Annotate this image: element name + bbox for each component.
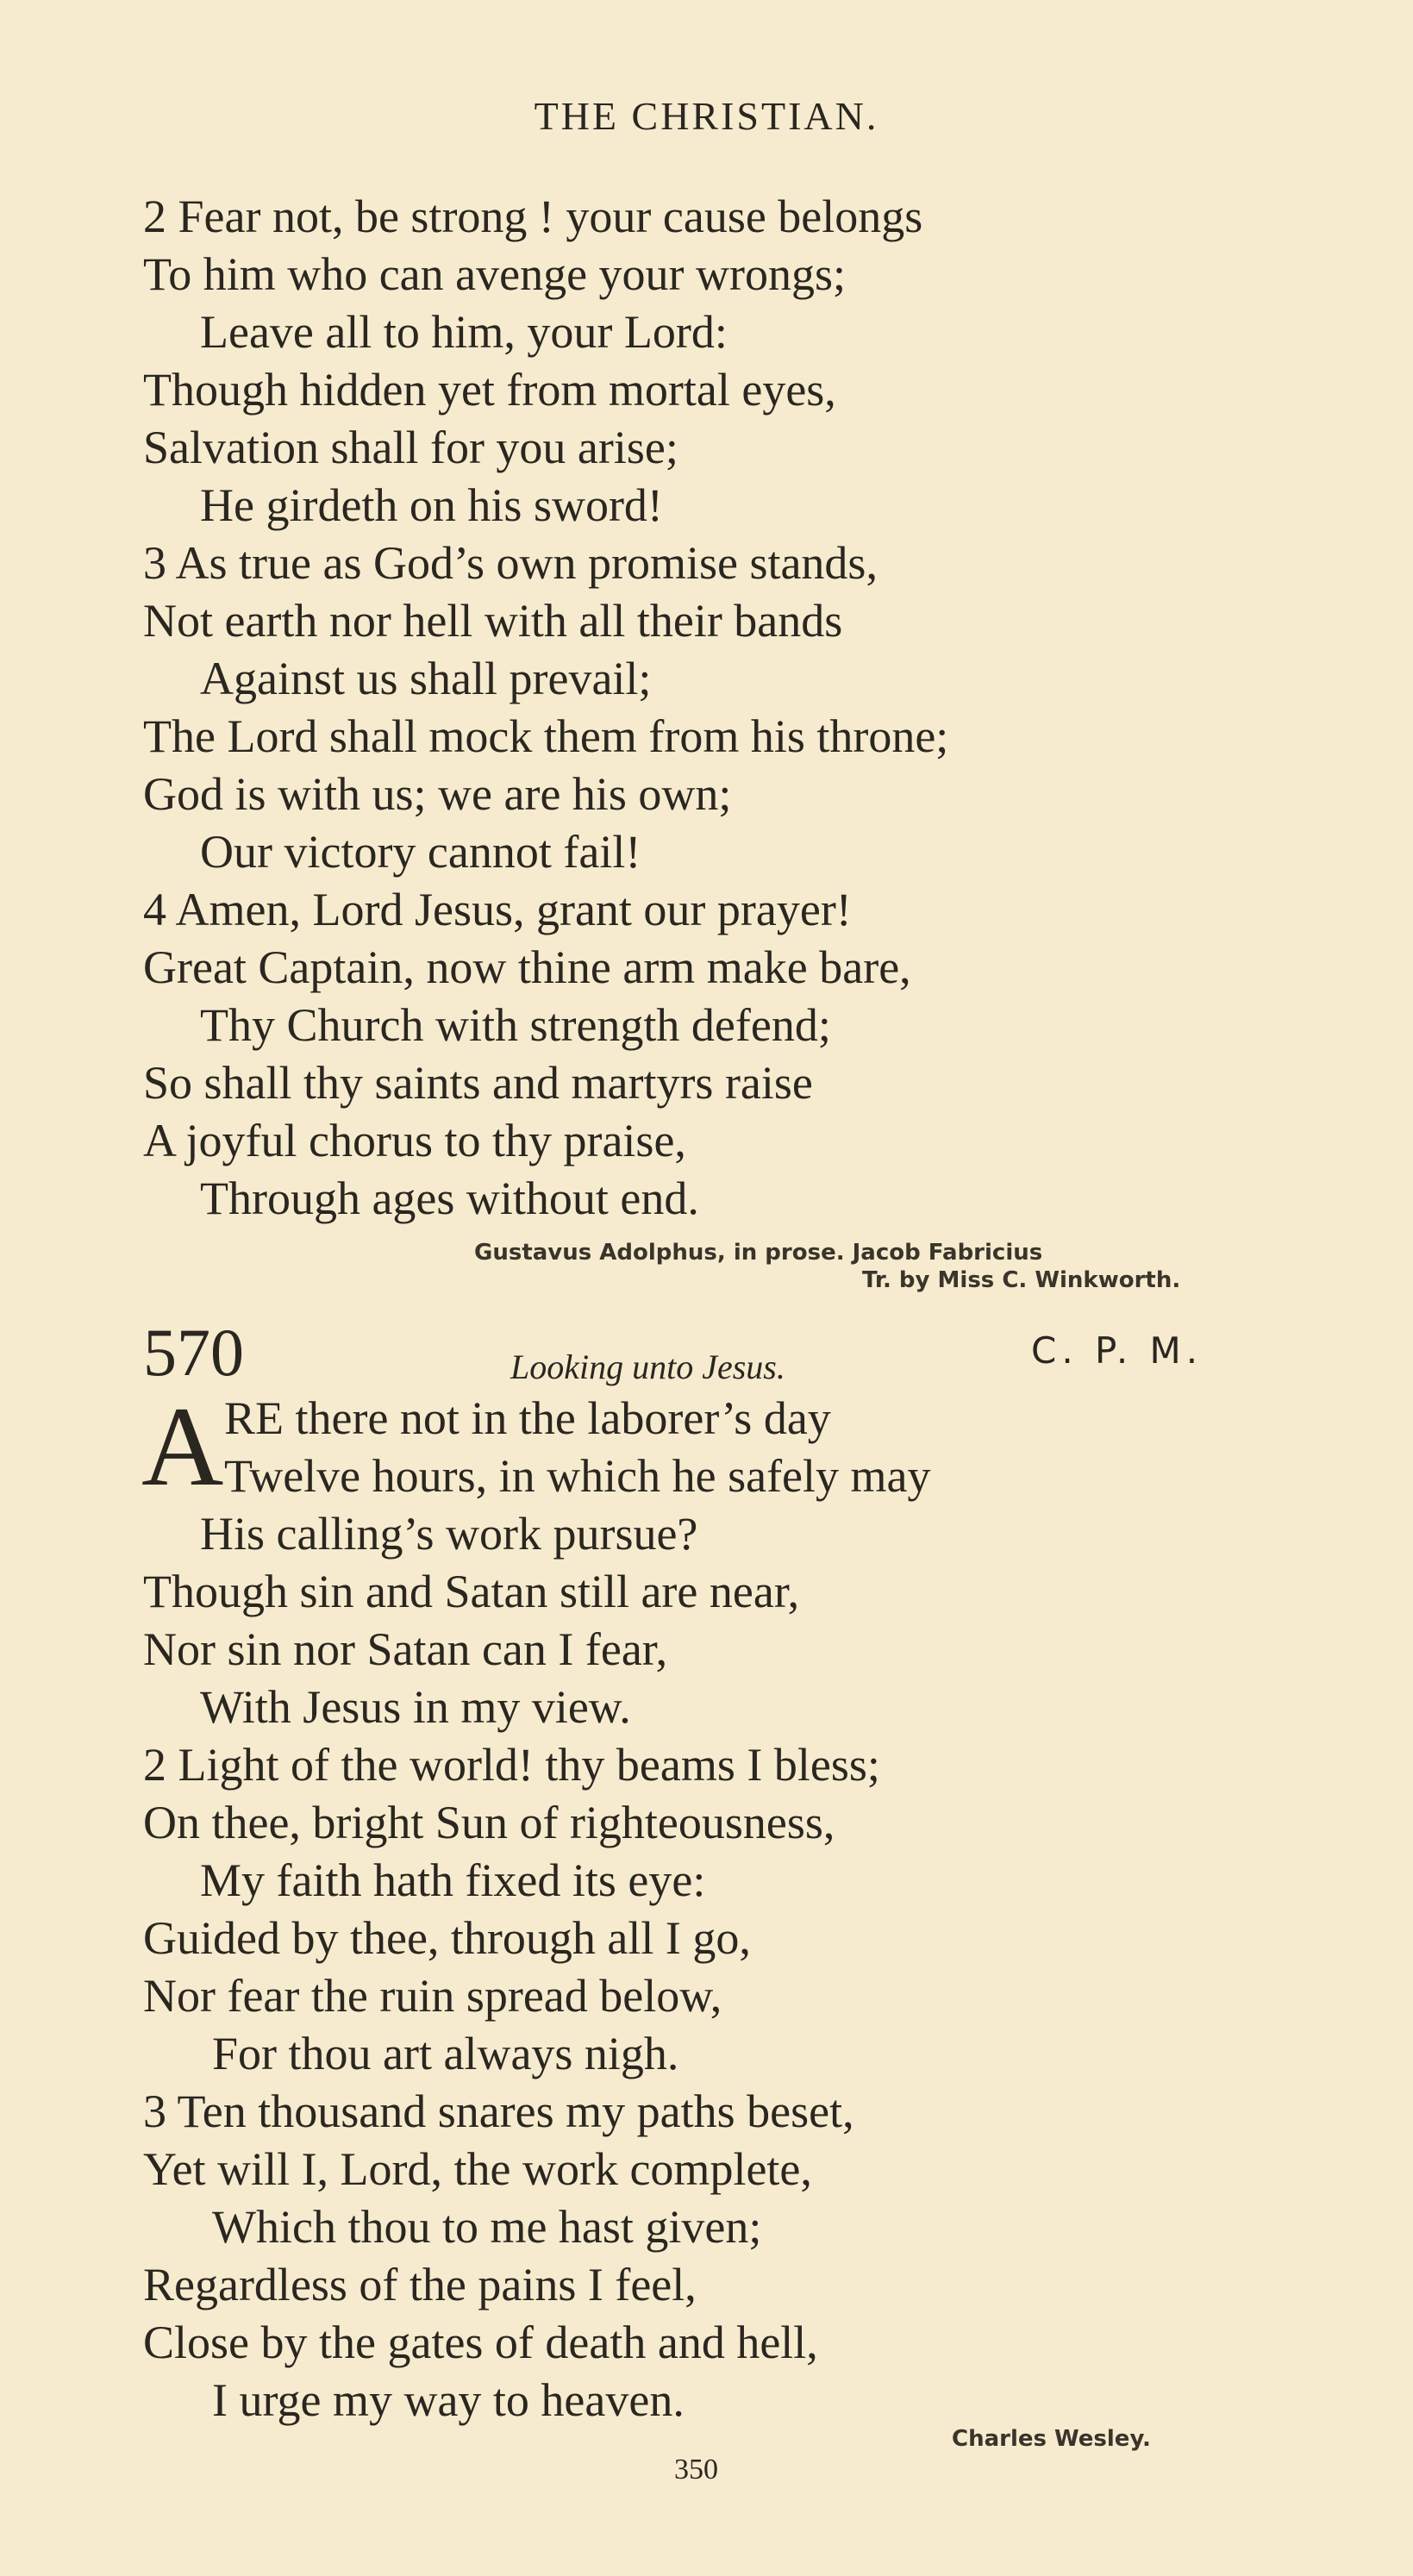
verse-line: I urge my way to heaven. <box>212 2374 685 2426</box>
verse-line: Though hidden yet from mortal eyes, <box>143 364 836 416</box>
verse-line: Regardless of the pains I feel, <box>143 2259 697 2310</box>
hymn-title: Looking unto Jesus. <box>510 1347 785 1386</box>
verse-line: So shall thy saints and martyrs raise <box>143 1057 813 1109</box>
hymn-number: 570 <box>143 1315 244 1390</box>
verse-line: With Jesus in my view. <box>200 1681 631 1733</box>
verse-line: Close by the gates of death and hell, <box>143 2317 818 2368</box>
verse-line: Though sin and Satan still are near, <box>143 1566 800 1617</box>
verse-line: A joyful chorus to thy praise, <box>143 1115 686 1166</box>
verse-line: 4 Amen, Lord Jesus, grant our prayer! <box>143 884 852 935</box>
hymn-meter: C. P. M. <box>1031 1329 1204 1372</box>
verse-line: The Lord shall mock them from his throne; <box>143 710 949 762</box>
verse-line: His calling’s work pursue? <box>200 1508 698 1560</box>
verse-line: To him who can avenge your wrongs; <box>143 248 847 300</box>
verse-line: Twelve hours, in which he safely may <box>224 1450 931 1502</box>
verse-line: Thy Church with strength defend; <box>200 999 831 1051</box>
running-title: THE CHRISTIAN. <box>534 94 879 138</box>
verse-line: God is with us; we are his own; <box>143 768 732 820</box>
verse-line: My faith hath fixed its eye: <box>200 1854 706 1906</box>
verse-line: Nor fear the ruin spread below, <box>143 1970 722 2022</box>
page-number: 350 <box>674 2454 718 2485</box>
verse-line: Leave all to him, your Lord: <box>200 306 728 358</box>
verse-line: Nor sin nor Satan can I fear, <box>143 1623 668 1675</box>
verse-line: 3 As true as God’s own promise stands, <box>143 537 878 589</box>
verse-line: Our victory cannot fail! <box>200 826 641 878</box>
author-attribution: Gustavus Adolphus, in prose. Jacob Fabricius <box>474 1240 1043 1266</box>
verse-line: Against us shall prevail; <box>200 653 652 704</box>
verse-line: He girdeth on his sword! <box>200 479 663 531</box>
verse-line: Great Captain, now thine arm make bare, <box>143 941 911 993</box>
verse-line: Not earth nor hell with all their bands <box>143 595 843 647</box>
verse-line: Yet will I, Lord, the work complete, <box>143 2143 812 2195</box>
verse-line: RE there not in the laborer’s day <box>224 1392 831 1444</box>
verse-line: Through ages without end. <box>200 1172 699 1224</box>
author-attribution: Charles Wesley. <box>952 2426 1151 2452</box>
verse-line: On thee, bright Sun of righteousness, <box>143 1797 835 1848</box>
verse-line: 2 Light of the world! thy beams I bless; <box>143 1739 880 1791</box>
drop-cap: A <box>141 1383 224 1510</box>
verse-line: Which thou to me hast given; <box>212 2201 762 2253</box>
verse-line: Salvation shall for you arise; <box>143 422 678 473</box>
verse-line: 2 Fear not, be strong ! your cause belongs <box>143 191 923 242</box>
verse-line: 3 Ten thousand snares my paths beset, <box>143 2085 854 2137</box>
translator-attribution: Tr. by Miss C. Winkworth. <box>862 1267 1181 1293</box>
verse-line: For thou art always nigh. <box>212 2028 679 2079</box>
verse-line: Guided by thee, through all I go, <box>143 1912 751 1964</box>
